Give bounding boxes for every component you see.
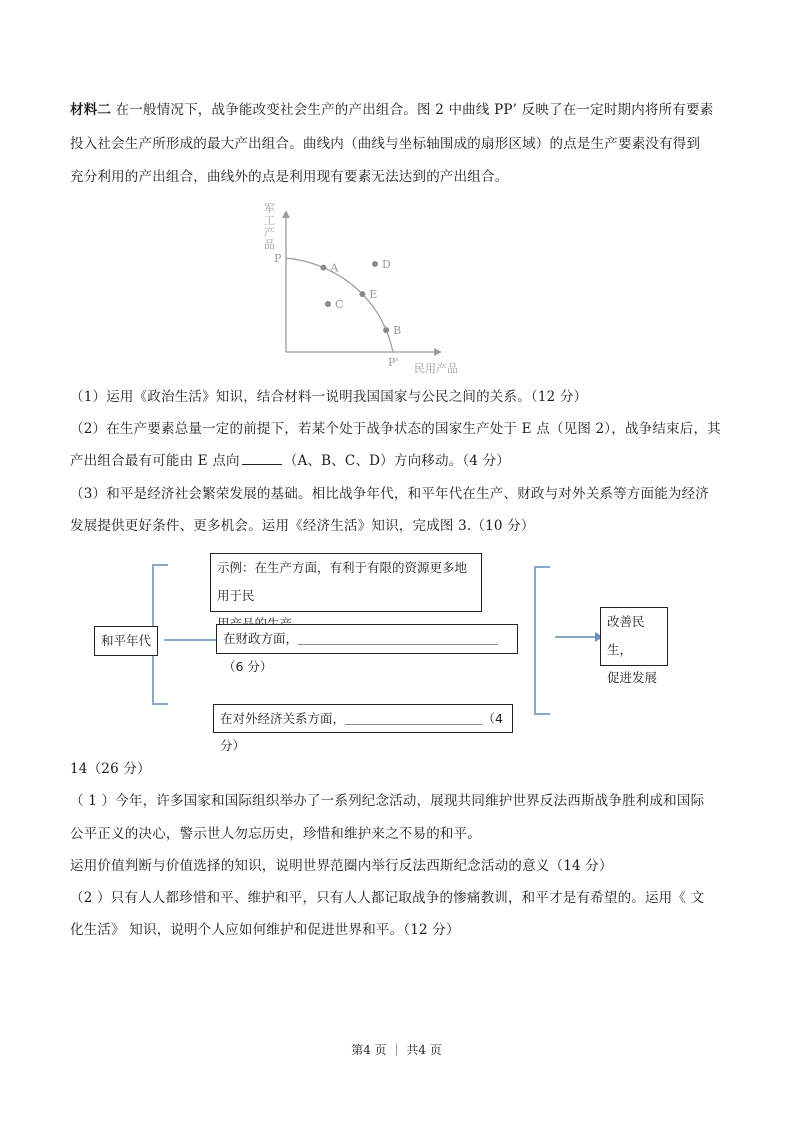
question-3-line-1: （3）和平是经济社会繁荣发展的基础。相比战争年代，和平年代在生产、财政与对外关系等方面能为经济 <box>70 486 709 502</box>
material2-line-2: 投入社会生产所形成的最大产出组合。曲线内（曲线与坐标轴围成的扇形区域）的点是生产要素没有得到 <box>70 136 701 152</box>
point-a <box>320 265 326 271</box>
question-1: （1）运用《政治生活》知识，结合材料一说明我国国家与公民之间的关系。（12 分） <box>70 389 588 405</box>
point-label-b: B <box>393 324 402 338</box>
flow-diagram <box>80 540 680 753</box>
root-connector <box>164 639 216 641</box>
point-label-a: A <box>330 261 339 275</box>
material2-label: 材料二 <box>70 102 112 118</box>
example-text-1: 示例：在生产方面，有利于有限的资源更多地用于民 <box>217 560 468 603</box>
point-label-c: C <box>335 298 344 311</box>
q14-part1-line-1: （ 1 ）今年，许多国家和国际组织举办了一系列纪念活动，展现共同维护世界反法西斯战争胜利成和国际 <box>70 793 705 809</box>
q14-part2-line-1: （2 ）只有人人都珍惜和平、维护和平，只有人人都记取战争的惨痛教训，和平才是有希望的。运用《 文 <box>70 890 705 906</box>
q14-part1-line-3: 运用价值判断与价值选择的知识，说明世界范圈内举行反法西斯纪念活动的意义（14 分） <box>70 858 613 874</box>
page-footer: 第4 页 ｜ 共4 页 <box>351 1043 442 1057</box>
result-text-2: 促进发展 <box>607 670 658 685</box>
result-text-1: 改善民生， <box>607 614 645 657</box>
material2-text-1: 在一般情况下，战争能改变社会生产的产出组合。图 2 中曲线 PP’ 反映了在一定时期内将所有要素 <box>115 102 714 118</box>
left-bracket-top <box>152 564 168 566</box>
left-bracket-bottom <box>152 703 168 705</box>
material2-line-1 <box>70 101 713 119</box>
point-b <box>383 327 389 333</box>
root-box: 和平年代 <box>94 626 158 656</box>
x-axis-label: 民用产品 <box>414 362 458 375</box>
finance-box[interactable]: 在财政方面，＿＿＿＿＿＿＿＿＿＿＿＿＿＿＿＿（6 分） <box>216 624 518 654</box>
question-2-text-after: （A、B、C、D）方向移动。（4 分） <box>283 453 511 469</box>
answer-blank[interactable] <box>242 452 282 465</box>
curve-end-label: P' <box>388 356 399 369</box>
example-box <box>210 553 482 612</box>
curve-start-label: P <box>274 252 282 265</box>
right-bracket-line <box>534 566 536 714</box>
q14-part2-line-2: 化生活》 知识，说明个人应如何维护和促进世界和平。（12 分） <box>70 922 460 938</box>
material2-line-3: 充分利用的产出组合，曲线外的点是利用现有要素无法达到的产出组合。 <box>70 169 509 185</box>
foreign-box[interactable]: 在对外经济关系方面，＿＿＿＿＿＿＿＿＿＿＿（4 分） <box>213 704 513 733</box>
point-e <box>359 291 365 297</box>
q14-title: 14（26 分） <box>70 761 151 777</box>
point-d <box>372 261 378 267</box>
right-bracket-top <box>534 566 550 568</box>
y-axis-label: 军工产品 <box>264 202 275 251</box>
result-arrow-line <box>555 636 597 638</box>
point-c <box>325 301 331 307</box>
right-bracket-bottom <box>534 713 550 715</box>
question-2-line-2 <box>70 452 510 470</box>
ppf-chart <box>250 192 480 382</box>
result-box <box>600 607 668 685</box>
question-2-line-1: （2）在生产要素总量一定的前提下，若某个处于战争状态的国家生产处于 E 点（见图 2），战争结束后，其 <box>70 421 721 437</box>
q14-part1-line-2: 公平正义的决心，警示世人勿忘历史，珍惜和维护来之不易的和平。 <box>70 826 481 842</box>
point-label-d: D <box>382 258 391 271</box>
question-3-line-2: 发展提供更好条件、更多机会。运用《经济生活》知识，完成图 3.（10 分） <box>70 518 535 534</box>
point-label-e: E <box>369 288 378 302</box>
question-2-text-before: 产出组合最有可能由 E 点向 <box>70 453 240 469</box>
